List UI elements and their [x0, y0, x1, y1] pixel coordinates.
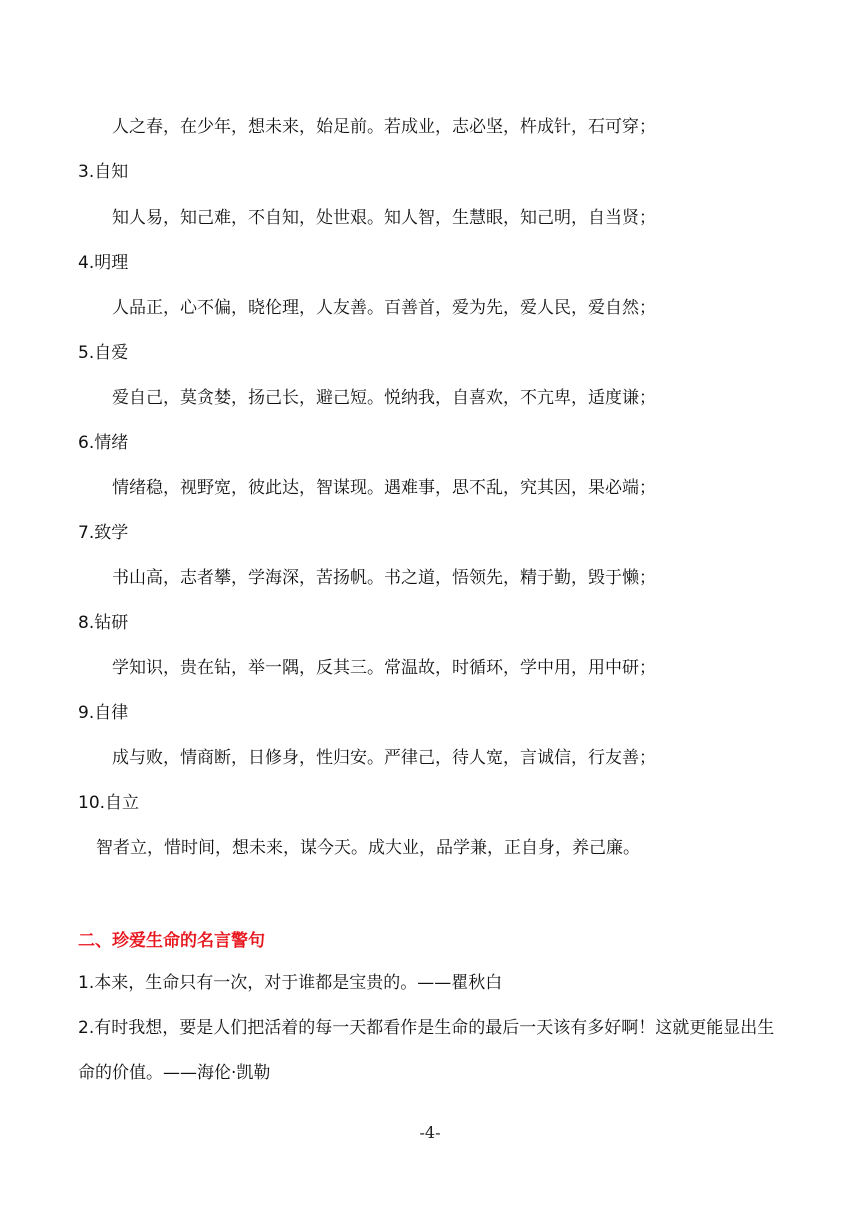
item-text-6: 情绪稳，视野宽，彼此达，智谋现。遇难事，思不乱，究其因，果必端；: [112, 478, 656, 498]
quote-1: 1.本来，生命只有一次，对于谁都是宝贵的。——瞿秋白: [78, 973, 503, 993]
item-text-7: 书山高，志者攀，学海深，苦扬帆。书之道，悟领先，精于勤，毁于懒；: [112, 568, 656, 588]
item-heading-10: 10.自立: [78, 793, 140, 813]
item-heading-5: 5.自爱: [78, 343, 129, 363]
item-text-5: 爱自己，莫贪婪，扬己长，避己短。悦纳我，自喜欢，不亢卑，适度谦；: [112, 388, 656, 408]
item-text-8: 学知识，贵在钻，举一隅，反其三。常温故，时循环，学中用，用中研；: [112, 658, 656, 678]
item-heading-8: 8.钻研: [78, 613, 129, 633]
page-number: -4-: [419, 1123, 441, 1142]
quote-2-line-2: 命的价值。——海伦·凯勒: [78, 1063, 271, 1083]
item-text-4: 人品正，心不偏，晓伦理，人友善。百善首，爱为先，爱人民，爱自然；: [112, 298, 656, 318]
item-heading-9: 9.自律: [78, 703, 129, 723]
quote-2-line-1: 2.有时我想，要是人们把活着的每一天都看作是生命的最后一天该有多好啊！这就更能显出生: [78, 1018, 775, 1038]
item-heading-4: 4.明理: [78, 253, 129, 273]
item-text-9: 成与败，情商断，日修身，性归安。严律己，待人宽，言诚信，行友善；: [112, 748, 656, 768]
item-heading-6: 6.情绪: [78, 433, 129, 453]
section-title: 二、珍爱生命的名言警句: [78, 931, 265, 951]
item-text-3: 知人易，知己难，不自知，处世艰。知人智，生慧眼，知己明，自当贤；: [112, 208, 656, 228]
item-heading-3: 3.自知: [78, 162, 129, 182]
item-text-10: 智者立，惜时间，想未来，谋今天。成大业，品学兼，正自身，养己廉。: [96, 838, 640, 858]
paragraph-text-intro: 人之春，在少年，想未来，始足前。若成业，志必坚，杵成针，石可穿；: [112, 117, 656, 137]
item-heading-7: 7.致学: [78, 523, 129, 543]
